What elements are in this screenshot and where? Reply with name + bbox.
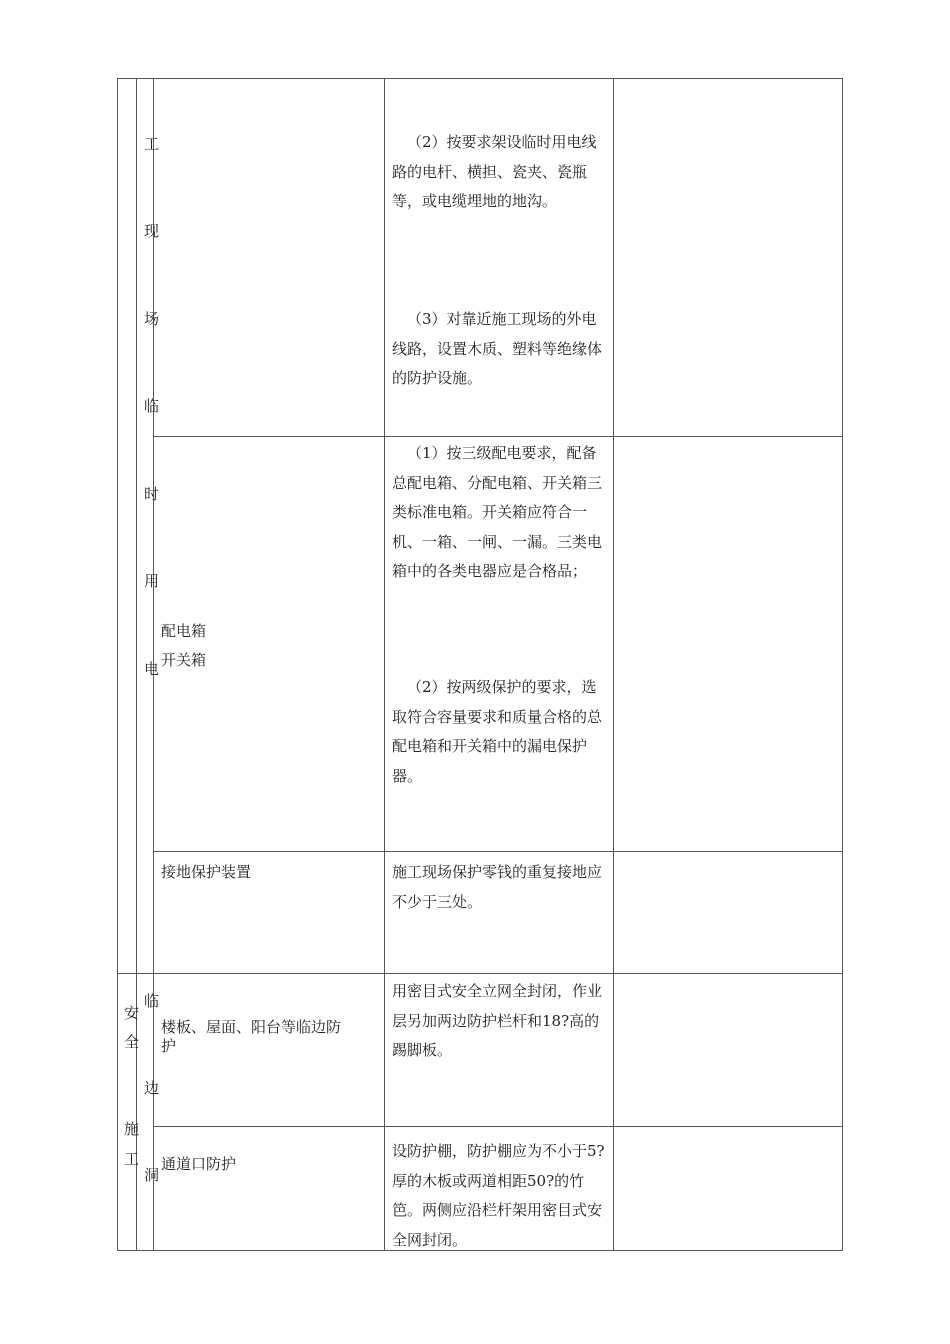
vlabel-char: 场	[144, 310, 160, 328]
requirement-text: （3）对靠近施工现场的外电线路，设置木质、塑料等绝缘体的防护设施。	[392, 310, 603, 387]
item-label-edge-protection: 楼板、屋面、阳台等临边防	[161, 1018, 342, 1036]
col-divider-4	[613, 78, 614, 1251]
requirement-text: （2）按要求架设临时用电线路的电杆、横担、瓷夹、瓷瓶等，或电缆埋地的地沟。	[392, 133, 597, 210]
requirement-text: （2）按两级保护的要求，选取符合容量要求和质量合格的总配电箱和开关箱中的漏电保护器。	[392, 678, 603, 785]
vlabel-char: 临	[144, 397, 160, 415]
vlabel-char: 安	[124, 1004, 140, 1022]
table-left-border	[117, 78, 118, 1251]
row-divider-4	[153, 1126, 843, 1127]
requirement-text: 施工现场保护零钱的重复接地应不少于三处。	[392, 863, 603, 911]
requirement-text: 设防护棚，防护棚应为不小于5?厚的木板或两道相距50?的竹笆。两侧应沿栏杆架用密目式安全网封闭。	[392, 1142, 605, 1249]
vlabel-char: 工	[144, 135, 160, 153]
requirement-text: （1）按三级配电要求，配备总配电箱、分配电箱、开关箱三类标准电箱。开关箱应符合一机、一箱、一闸、一漏。三类电箱中的各类电器应是合格品；	[392, 444, 603, 580]
row-divider-1	[153, 436, 843, 437]
requirement-text: 用密目式安全立网全封闭，作业层另加两边防护栏杆和18?高的踢脚板。	[392, 982, 603, 1059]
vlabel-char: 时	[144, 485, 160, 503]
item-label-grounding: 接地保护装置	[161, 863, 252, 881]
row-divider-2	[153, 851, 843, 852]
col-divider-3	[384, 78, 385, 1251]
item-label-distribution-box: 配电箱	[161, 622, 207, 640]
item-label-switch-box: 开关箱	[161, 651, 207, 669]
vlabel-char: 边	[144, 1079, 160, 1097]
table-right-border	[842, 78, 843, 1251]
vlabel-char: 洞	[144, 1166, 160, 1184]
vlabel-char: 电	[144, 660, 160, 678]
table-top-border	[117, 78, 843, 79]
vlabel-char: 工	[124, 1150, 140, 1168]
vlabel-char: 用	[144, 572, 160, 590]
section-divider	[117, 973, 843, 974]
vlabel-char: 临	[144, 992, 160, 1010]
vlabel-char: 施	[124, 1120, 140, 1138]
col-divider-1	[136, 78, 137, 1251]
item-label-edge-protection-cont: 护	[161, 1037, 177, 1055]
vlabel-char: 现	[144, 222, 160, 240]
vlabel-char: 全	[124, 1033, 140, 1051]
item-label-passage-protection: 通道口防护	[161, 1155, 237, 1173]
